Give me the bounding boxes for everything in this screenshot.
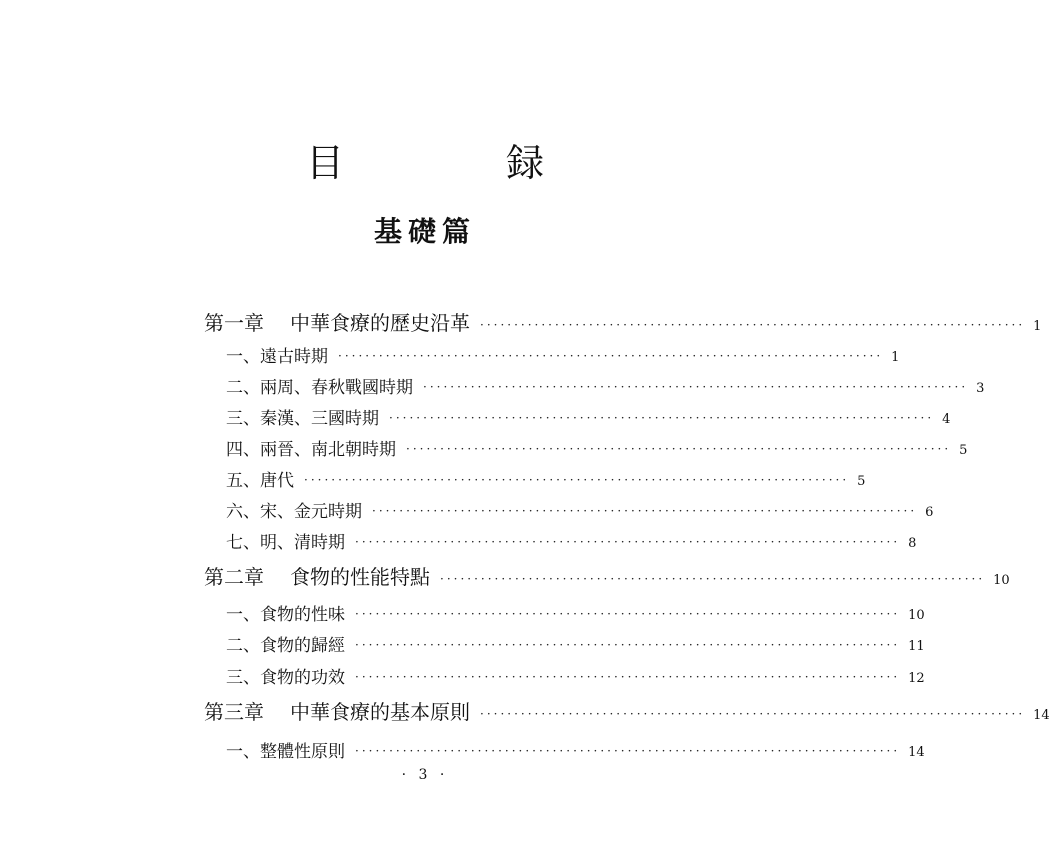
toc-page-number: 1 [1033,319,1042,334]
leader-dots: ················································································ [304,473,850,487]
chapter-title: 中華食療的基本原則 [290,700,470,724]
chapter-heading [204,561,430,590]
item-heading: 二、兩周、春秋戰國時期 [226,378,413,398]
page-title: 目 録 [305,141,606,185]
toc-page-number: 14 [908,745,925,760]
leader-dots: ················································································ [355,535,901,549]
toc-item-row [0,660,925,688]
toc-item-row [0,734,925,762]
item-heading: 六、宋、金元時期 [226,502,362,522]
item-heading: 五、唐代 [226,471,294,491]
toc-item-row [0,370,985,398]
toc-item-row [0,628,925,656]
toc-page-number: 11 [908,639,925,654]
toc-page-number: 10 [908,608,925,623]
leader-dots: ················································································ [389,411,935,425]
toc-page-number: 8 [908,536,917,551]
item-heading: 七、明、清時期 [226,533,345,553]
leader-dots: ················································································ [423,380,969,394]
toc-chapter-row [0,308,1042,336]
chapter-heading [204,696,470,725]
leader-dots: ················································································ [355,670,901,684]
chapter-heading [204,307,470,336]
section-title: 基礎篇 [373,215,476,248]
toc-page-number: 1 [891,350,900,365]
toc-page-number: 12 [908,671,925,686]
item-heading: 三、食物的功效 [226,668,345,688]
toc-item-row [0,525,917,553]
toc-page-number: 14 [1033,708,1050,723]
toc-page-number: 5 [959,443,968,458]
item-heading: 四、兩晉、南北朝時期 [226,440,396,460]
item-heading: 一、食物的性味 [226,605,345,625]
item-heading: 一、整體性原則 [226,742,345,762]
chapter-label: 第一章 [204,311,264,335]
leader-dots: ················································································ [372,504,918,518]
leader-dots: ················································································ [440,572,986,586]
leader-dots: ················································································ [338,349,884,363]
chapter-title: 食物的性能特點 [290,565,430,589]
leader-dots: ················································································ [355,607,901,621]
toc-item-row [0,494,934,522]
toc-chapter-row [0,562,1010,590]
chapter-label: 第二章 [204,565,264,589]
toc-item-row [0,432,968,460]
toc-page-number: 6 [925,505,934,520]
toc-item-row [0,401,951,429]
toc-item-row [0,339,900,367]
item-heading: 三、秦漢、三國時期 [226,409,379,429]
toc-item-row [0,463,866,491]
item-heading: 二、食物的歸經 [226,636,345,656]
item-heading: 一、遠古時期 [226,347,328,367]
leader-dots: ················································································ [355,638,901,652]
leader-dots: ················································································ [355,744,901,758]
chapter-title: 中華食療的歷史沿革 [290,311,470,335]
page-number: · 3 · [401,767,449,783]
toc-chapter-row [0,697,1050,725]
toc-page-number: 4 [942,412,951,427]
leader-dots: ················································································ [480,707,1026,721]
leader-dots: ················································································ [406,442,952,456]
chapter-label: 第三章 [204,700,264,724]
toc-page-number: 10 [993,573,1010,588]
toc-item-row [0,597,925,625]
toc-page-number: 3 [976,381,985,396]
toc-page-number: 5 [857,474,866,489]
leader-dots: ················································································ [480,318,1026,332]
